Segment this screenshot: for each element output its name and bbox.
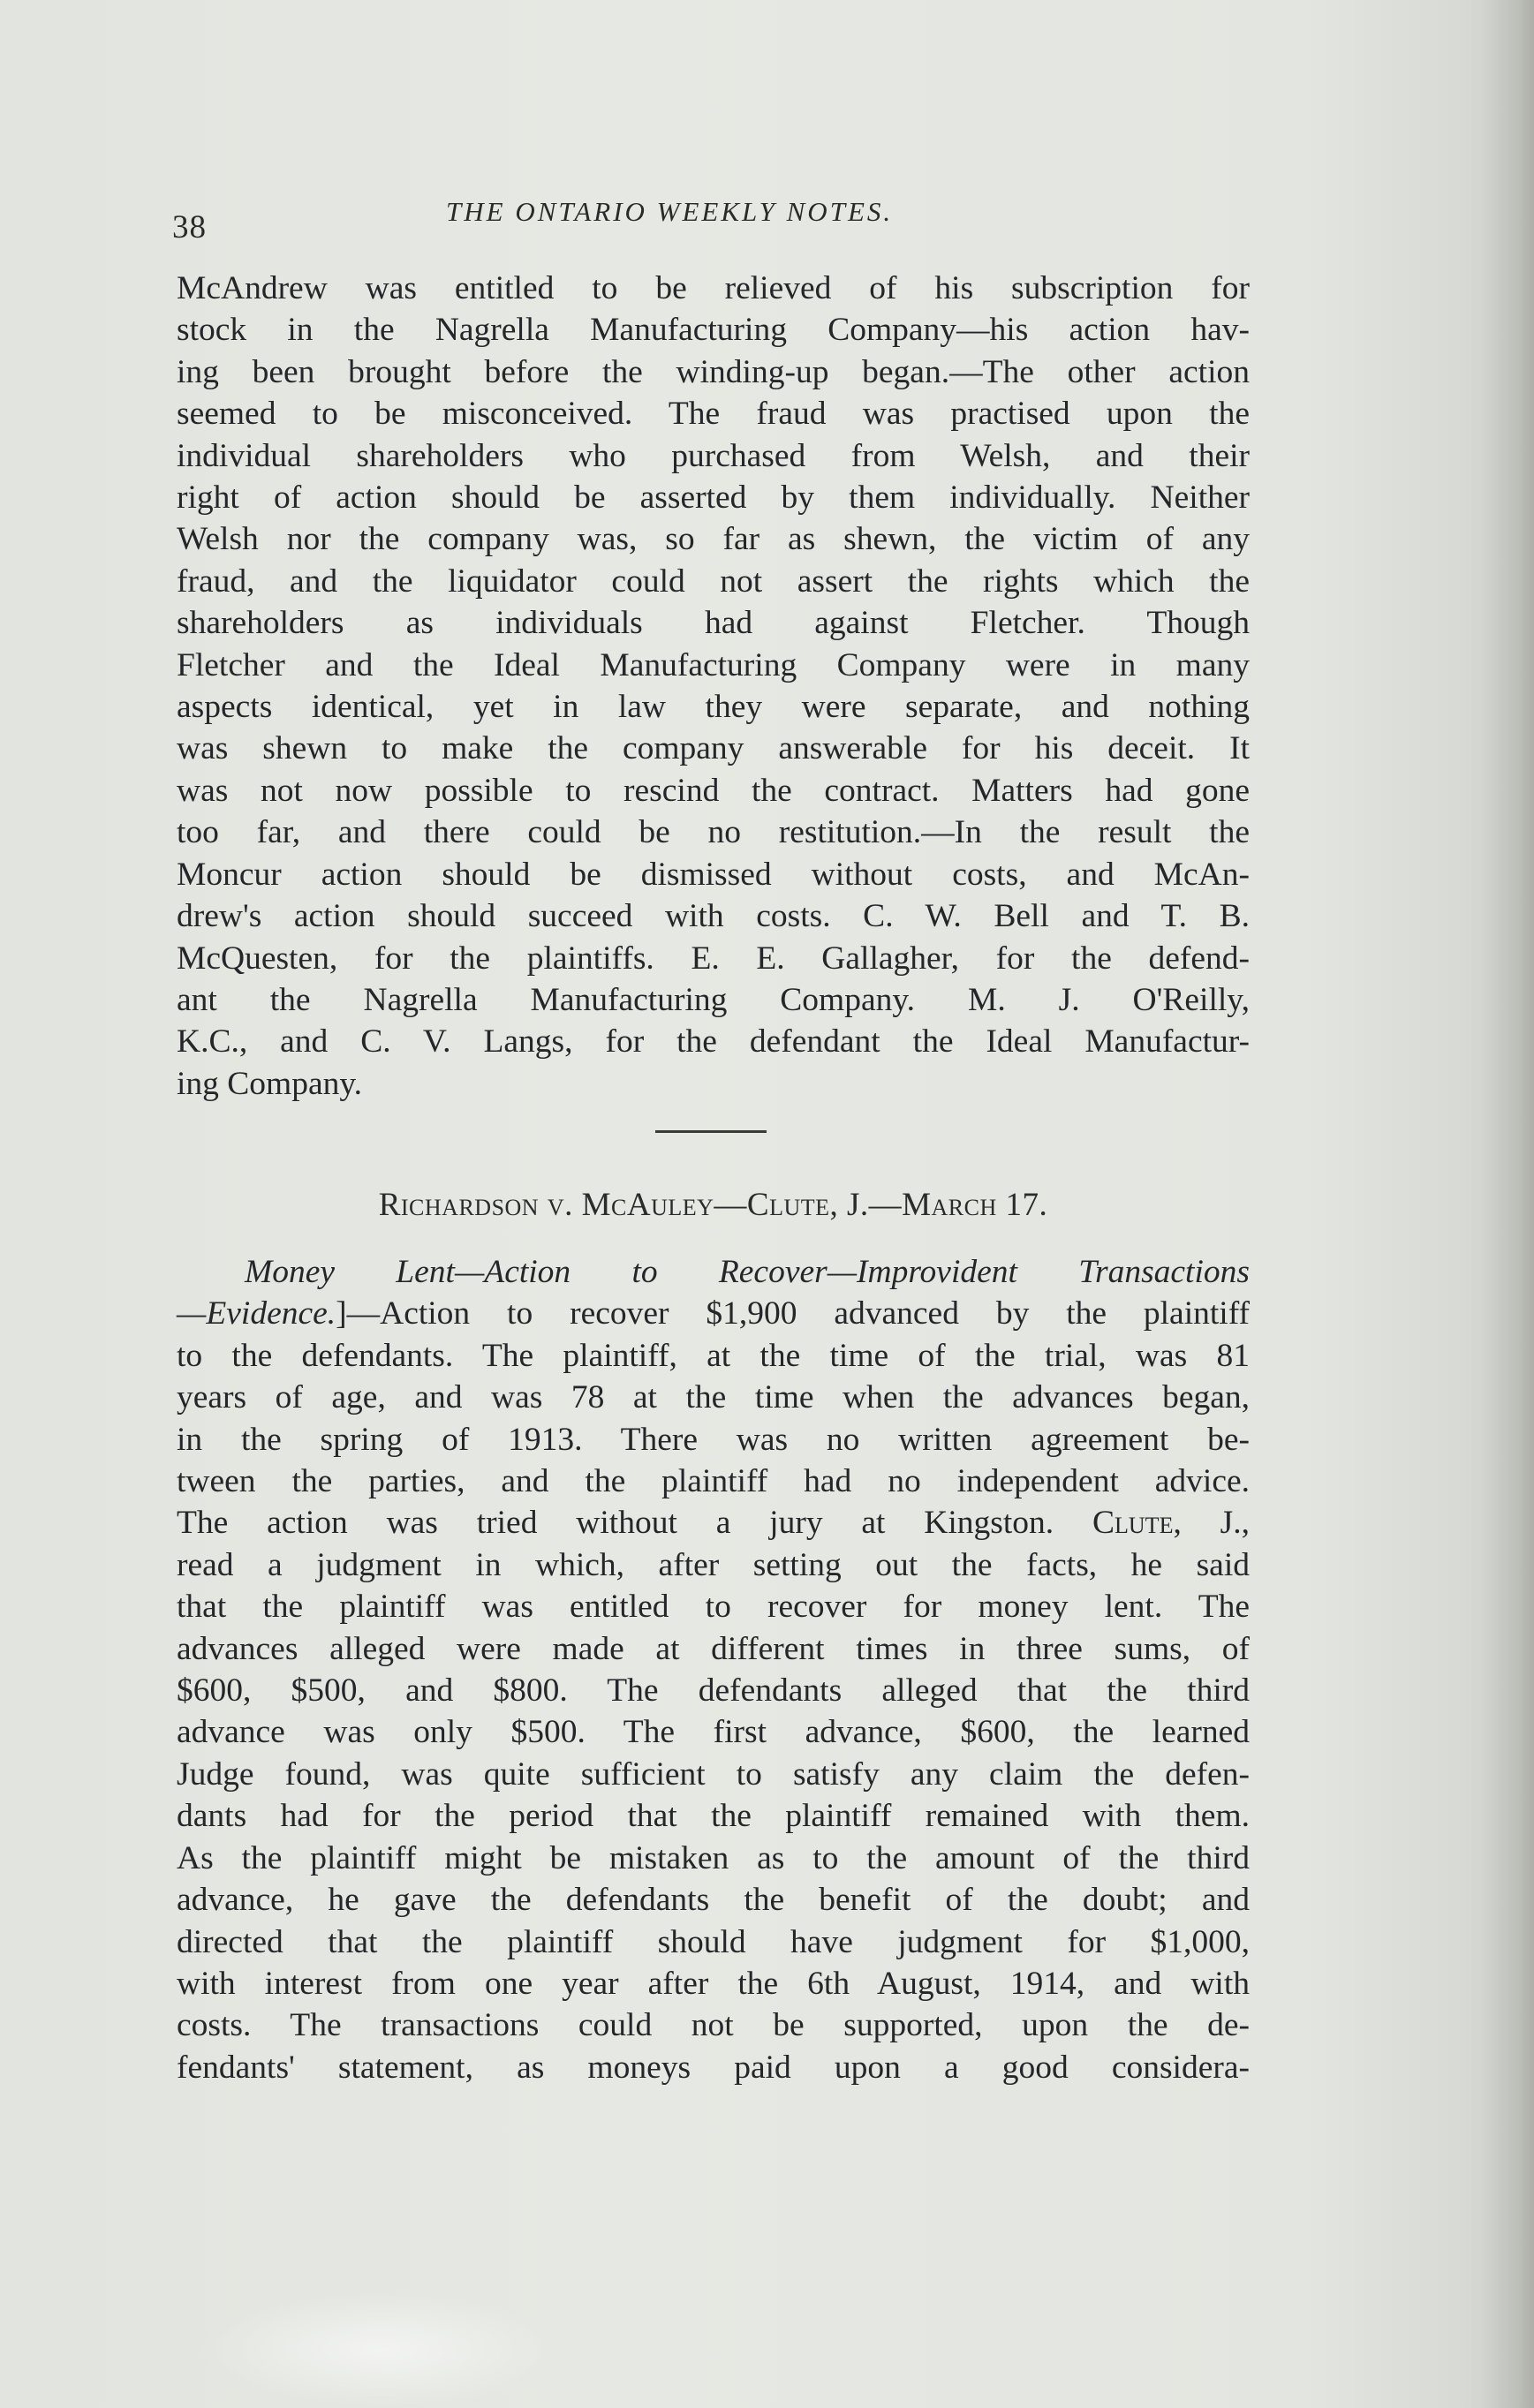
text-segment: ]—Action to recover $1,900 advanced by the plaintiff: [336, 1295, 1250, 1332]
text-segment: The action was tried without a jury at Kingston.: [177, 1505, 1054, 1542]
text-line: $600, $500, and $800. The defendants alleged that the third: [177, 1672, 1250, 1710]
text-line: individual shareholders who purchased from Welsh, and their: [177, 437, 1250, 474]
text-line: that the plaintiff was entitled to recover for money lent. The: [177, 1589, 1250, 1626]
text-line: fraud, and the liquidator could not assert the rights which the: [177, 562, 1250, 600]
text-line: was shewn to make the company answerable for his deceit. It: [177, 730, 1250, 767]
text-line: Fletcher and the Ideal Manufacturing Company were in many: [177, 646, 1250, 683]
text-line: costs. The transactions could not be supported, upon the de-: [177, 2007, 1250, 2044]
text-line: to the defendants. The plaintiff, at the time of the trial, was 81: [177, 1337, 1250, 1374]
judge-name: Clute: [1092, 1505, 1174, 1542]
text-line: drew's action should succeed with costs. C. W. Bell and T. B.: [177, 898, 1250, 935]
running-title: THE ONTARIO WEEKLY NOTES.: [446, 196, 894, 227]
text-line: too far, and there could be no restitution.—In the result the: [177, 814, 1250, 851]
paper-smudge: [194, 2291, 565, 2408]
binding-shadow: [1481, 0, 1534, 2408]
text-line: was not now possible to rescind the contract. Matters had gone: [177, 772, 1250, 809]
text-line: McAndrew was entitled to be relieved of his subscription for: [177, 270, 1250, 306]
text-line: advance was only $500. The first advance, $600, the learned: [177, 1714, 1250, 1751]
text-line: stock in the Nagrella Manufacturing Company—his action hav-: [177, 312, 1250, 349]
text-line: Moncur action should be dismissed without costs, and McAn-: [177, 856, 1250, 893]
headnote-italic: —Evidence.: [177, 1295, 336, 1332]
text-line: As the plaintiff might be mistaken as to the amount of the third: [177, 1839, 1250, 1876]
text-line: right of action should be asserted by them individually. Neither: [177, 479, 1250, 517]
text-line: seemed to be misconceived. The fraud was practised upon the: [177, 396, 1250, 433]
section-divider: [655, 1130, 767, 1133]
case-heading: Richardson v. McAuley—Clute, J.—March 17.: [378, 1187, 1048, 1223]
text-line: tween the parties, and the plaintiff had no independent advice.: [177, 1463, 1250, 1500]
text-line: McQuesten, for the plaintiffs. E. E. Gallagher, for the defend-: [177, 940, 1250, 977]
text-line: fendants' statement, as moneys paid upon a good considera-: [177, 2049, 1250, 2086]
text-line: advances alleged were made at different times in three sums, of: [177, 1630, 1250, 1667]
text-line: ing been brought before the winding-up began.—The other action: [177, 353, 1250, 390]
text-line: ing Company.: [177, 1065, 363, 1102]
text-line: read a judgment in which, after setting out the facts, he said: [177, 1546, 1250, 1583]
text-line: in the spring of 1913. There was no written agreement be-: [177, 1421, 1250, 1458]
text-line: ant the Nagrella Manufacturing Company. M. J. O'Reilly,: [177, 981, 1250, 1018]
text-line: advance, he gave the defendants the benefit of the doubt; and: [177, 1882, 1250, 1919]
text-line: Judge found, was quite sufficient to satisfy any claim the defen-: [177, 1755, 1250, 1793]
text-line: directed that the plaintiff should have judgment for $1,000,: [177, 1923, 1250, 1960]
text-line: K.C., and C. V. Langs, for the defendant the Ideal Manufactur-: [177, 1023, 1250, 1061]
text-line: shareholders as individuals had against Fletcher. Though: [177, 605, 1250, 642]
text-segment: , J.,: [1173, 1505, 1250, 1542]
text-line: with interest from one year after the 6th August, 1914, and with: [177, 1965, 1250, 2002]
paragraph-continued: [177, 268, 1250, 1105]
text-line: [177, 1502, 1250, 1544]
text-line: years of age, and was 78 at the time when the advances began,: [177, 1379, 1250, 1416]
text-line: aspects identical, yet in law they were separate, and nothing: [177, 689, 1250, 726]
case-paragraph: [177, 1251, 1250, 2088]
page-number: 38: [172, 209, 207, 245]
page-header: [172, 196, 1250, 249]
text-line: [177, 1293, 1250, 1334]
headnote-line: Money Lent—Action to Recover—Improvident Transactions: [245, 1254, 1250, 1290]
text-line: dants had for the period that the plaintiff remained with them.: [177, 1798, 1250, 1835]
text-line: Welsh nor the company was, so far as shewn, the victim of any: [177, 521, 1250, 558]
